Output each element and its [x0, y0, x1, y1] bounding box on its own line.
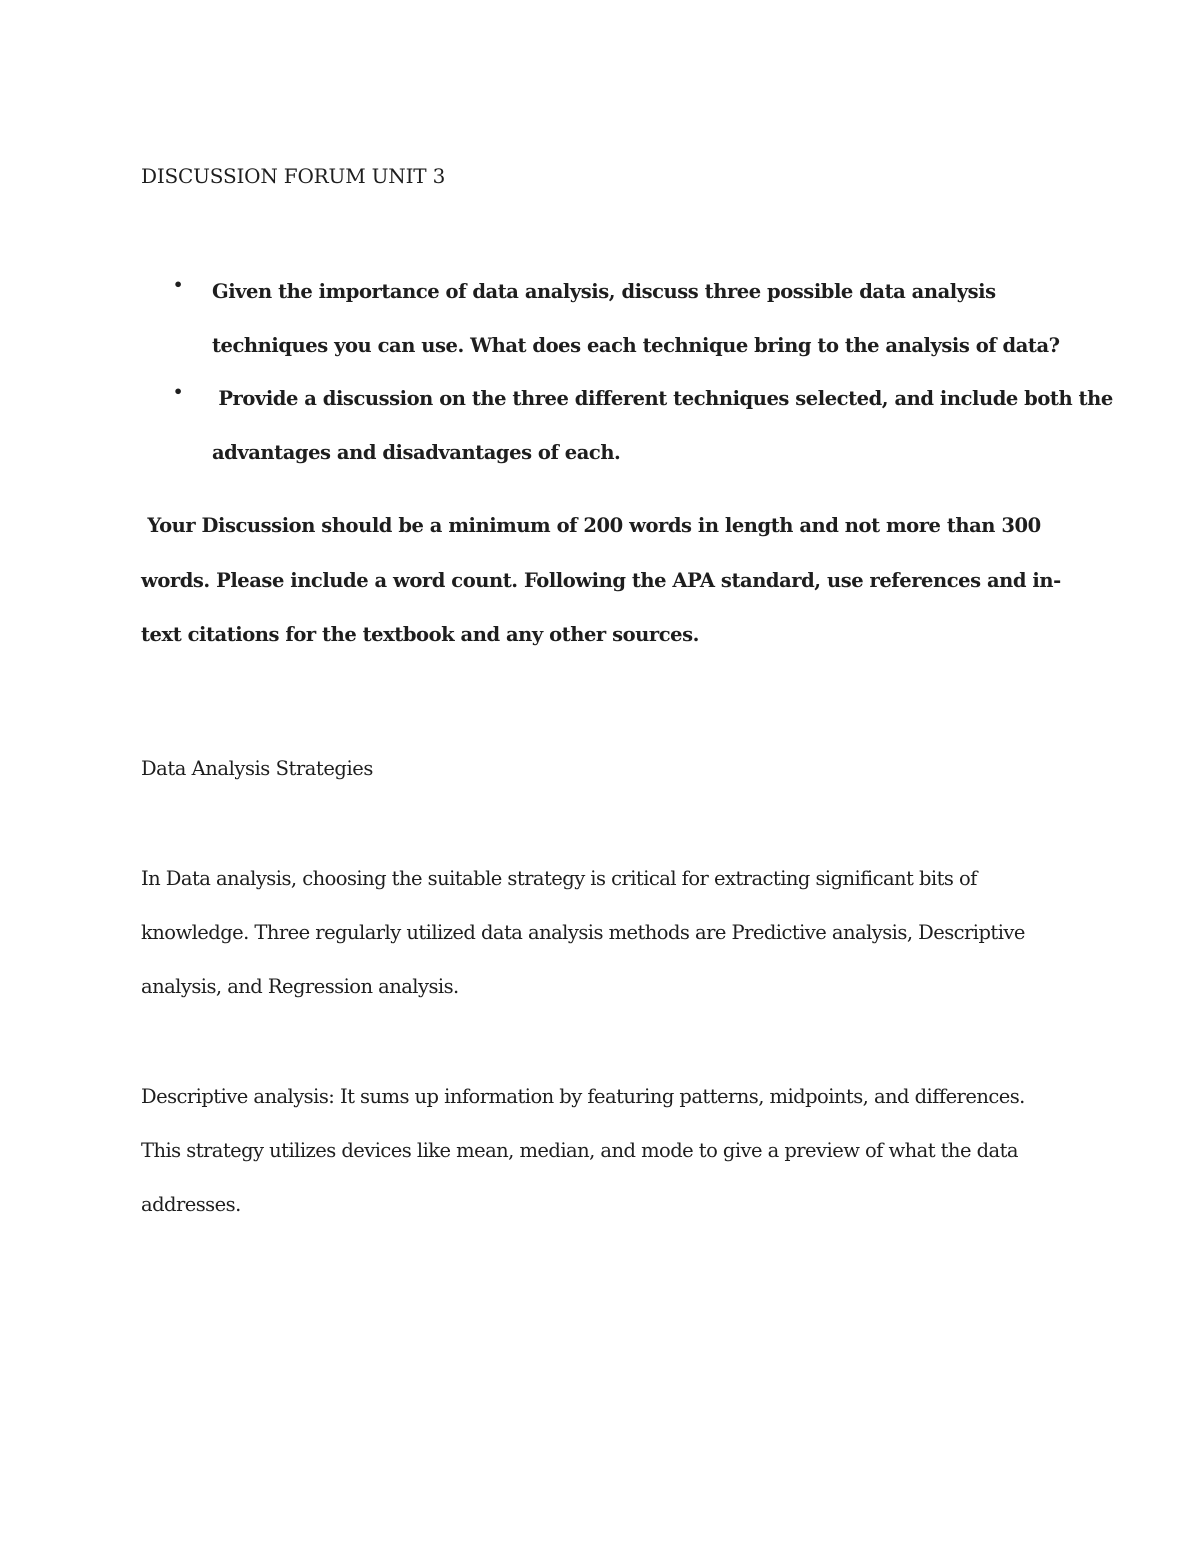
paragraph-line: knowledge. Three regularly utilized data analysis methods are Predictive analysis, Descriptive — [141, 921, 1025, 944]
bullet-text-line: advantages and disadvantages of each. — [212, 440, 621, 464]
bullet-icon: • — [173, 382, 183, 401]
paragraph-line: This strategy utilizes devices like mean, median, and mode to give a preview of what the data — [141, 1139, 1018, 1162]
bullet-icon: • — [173, 275, 183, 294]
instruction-line: words. Please include a word count. Following the APA standard, use references and in- — [141, 568, 1061, 592]
descriptive-paragraph — [141, 1070, 1071, 1232]
bullet-text-line: techniques you can use. What does each technique bring to the analysis of data? — [212, 333, 1060, 357]
paragraph-line: analysis, and Regression analysis. — [141, 975, 459, 998]
bullet-text-line: Provide a discussion on the three different techniques selected, and include both the — [212, 387, 1113, 410]
prompt-bullet-list — [141, 265, 1113, 479]
intro-paragraph — [141, 852, 1071, 1014]
document-heading: DISCUSSION FORUM UNIT 3 — [141, 164, 446, 188]
paragraph-line: Descriptive analysis: It sums up information by featuring patterns, midpoints, and differences. — [141, 1085, 1025, 1108]
instruction-line: Your Discussion should be a minimum of 200 words in length and not more than 300 — [141, 514, 1041, 537]
paragraph-line: addresses. — [141, 1193, 241, 1216]
prompt-bullet-item — [141, 372, 1113, 479]
section-title: Data Analysis Strategies — [141, 757, 373, 780]
paragraph-line: In Data analysis, choosing the suitable strategy is critical for extracting significant bits of — [141, 867, 977, 890]
prompt-bullet-item — [141, 265, 1071, 372]
instruction-paragraph — [141, 499, 1071, 663]
bullet-text-line: Given the importance of data analysis, discuss three possible data analysis — [212, 280, 996, 303]
instruction-line: text citations for the textbook and any other sources. — [141, 623, 699, 646]
